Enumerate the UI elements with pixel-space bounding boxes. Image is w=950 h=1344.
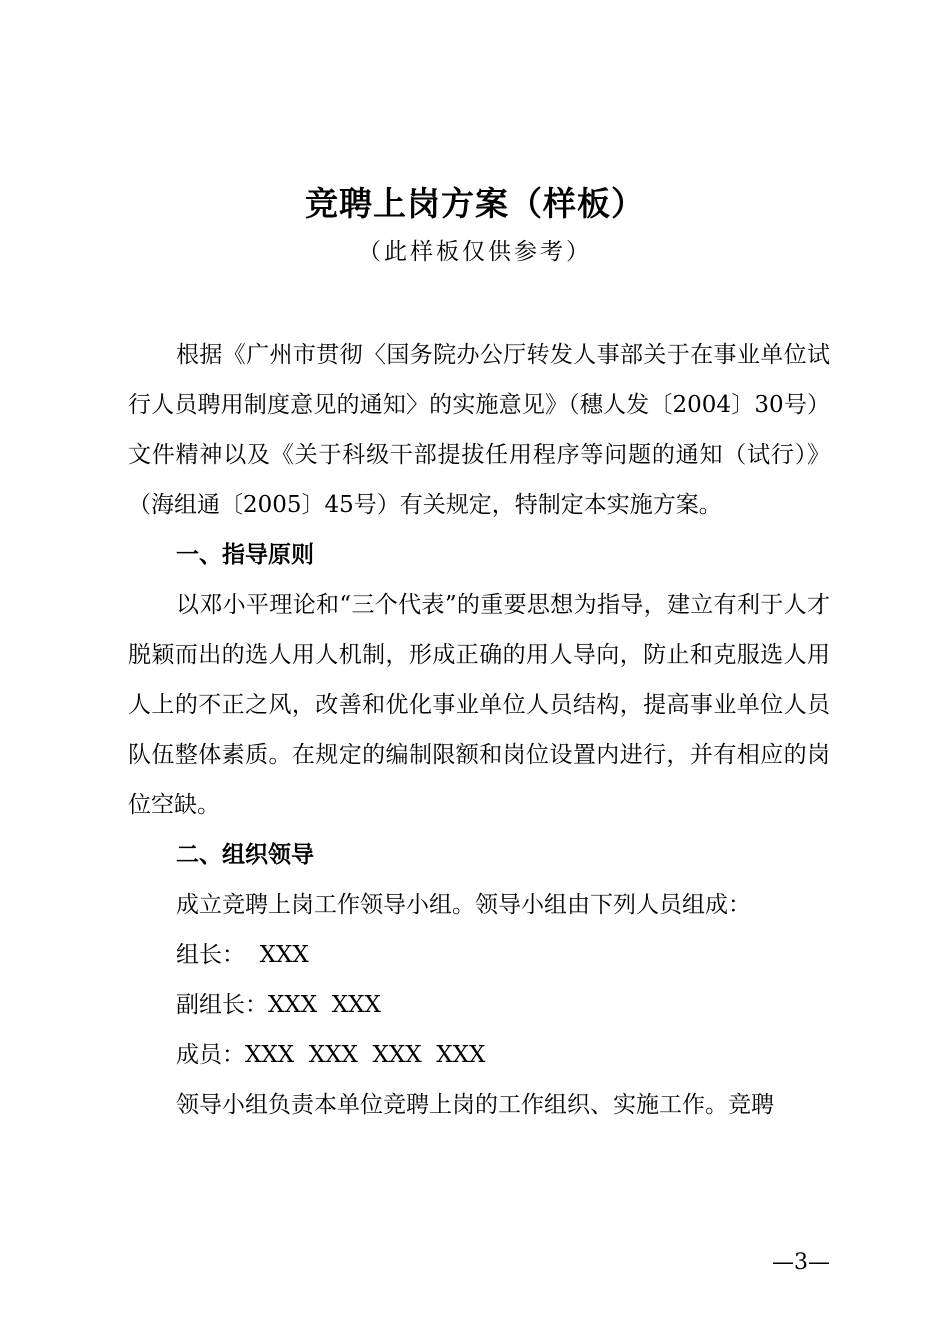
deputy-leader-line: 副组长：XXX XXX	[176, 992, 381, 1018]
intro-paragraph: 根据《广州市贯彻〈国务院办公厅转发人事部关于在事业单位试行人员聘用制度意见的通知〉的实施意见》（穗人发〔2004〕30号）文件精神以及《关于科级干部提拔任用程序等问题的通知（试行）》（海组通〔2005〕45号）有关规定，特制定本实施方案。	[128, 342, 830, 518]
leadership-intro: 成立竞聘上岗工作领导小组。领导小组由下列人员组成：	[176, 892, 751, 918]
document-title: 竞聘上岗方案（样板）	[305, 184, 645, 223]
section-heading-leadership: 二、组织领导	[176, 842, 314, 868]
page-number: —3—	[772, 1250, 830, 1275]
document-body	[128, 330, 830, 1130]
principles-paragraph: 以邓小平理论和“三个代表”的重要思想为指导，建立有利于人才脱颖而出的选人用人机制，形成正确的用人导向，防止和克服选人用人上的不正之风，改善和优化事业单位人员结构，提高事业单位人员队伍整体素质。在规定的编制限额和岗位设置内进行，并有相应的岗位空缺。	[128, 592, 830, 818]
section-heading-principles: 一、指导原则	[176, 542, 314, 568]
leader-line: 组长： XXX	[176, 942, 309, 968]
document-subtitle: （此样板仅供参考）	[358, 239, 592, 265]
members-line: 成员：XXX XXX XXX XXX	[176, 1042, 486, 1068]
duty-paragraph: 领导小组负责本单位竞聘上岗的工作组织、实施工作。竞聘	[176, 1092, 774, 1118]
